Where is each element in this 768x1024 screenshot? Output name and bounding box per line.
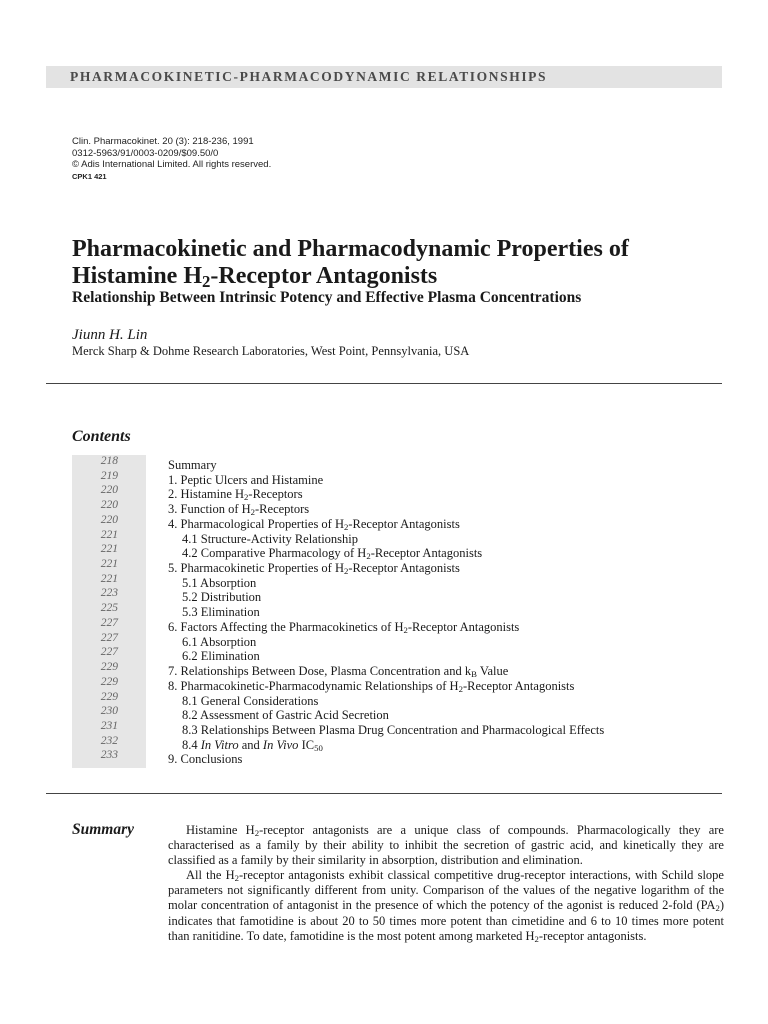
contents-entry: 5.3 Elimination: [182, 605, 260, 620]
running-header: PHARMACOKINETIC-PHARMACODYNAMIC RELATIONSHIPS: [70, 69, 548, 84]
summary-heading: Summary: [72, 821, 135, 838]
contents-entry: 7. Relationships Between Dose, Plasma Concentration and $k_B$ Value: [168, 664, 509, 680]
title-line-1: Pharmacokinetic and Pharmacodynamic Properties of: [72, 236, 629, 262]
contents-entry: 9. Conclusions: [168, 752, 243, 767]
contents-page-number: 229: [100, 690, 118, 703]
contents-page-number: 232: [100, 734, 118, 747]
contents-page-number: 220: [100, 513, 118, 526]
contents-page-number: 231: [100, 719, 118, 732]
divider-bottom: [46, 793, 722, 794]
contents-entry: 4.2 Comparative Pharmacology of $H_2$-Receptor Antagonists: [182, 546, 483, 562]
contents-page-number: 233: [100, 749, 118, 762]
contents-entry: 6.1 Absorption: [182, 634, 257, 649]
contents-entry: 4.1 Structure-Activity Relationship: [182, 531, 359, 546]
citation-journal: Clin. Pharmacokinet. 20 (3): 218-236, 1991: [72, 136, 254, 147]
contents-page-number: 221: [100, 543, 118, 556]
divider-top: [46, 383, 722, 384]
contents-entry: 8.2 Assessment of Gastric Acid Secretion: [182, 708, 389, 723]
contents-page-number: 221: [100, 528, 118, 541]
contents-page-number: 227: [100, 616, 118, 629]
contents-page-number: 227: [100, 631, 118, 644]
contents-entry: 1. Peptic Ulcers and Histamine: [168, 472, 324, 487]
contents-entry: 8.4 In Vitro and In Vivo $IC_{50}$: [182, 737, 323, 753]
running-header-band: [46, 66, 722, 88]
summary-paragraph-1: Histamine $H_2$-receptor antagonists are a unique class of compounds. Pharmacologically they are characterised as a family by their ability to inhibit the secretion of gastric acid, and kinetically they are classified as a family by their similarity in absorption, distribution and elimination.: [168, 823, 724, 868]
author-name: Jiunn H. Lin: [72, 327, 148, 343]
citation-block: [72, 136, 271, 182]
contents-page-number: 227: [100, 646, 118, 659]
contents-entry: 5. Pharmacokinetic Properties of $H_2$-Receptor Antagonists: [168, 561, 460, 577]
contents-entry: 8.1 General Considerations: [182, 693, 319, 708]
contents-entry: 8.3 Relationships Between Plasma Drug Concentration and Pharmacological Effects: [182, 722, 605, 737]
citation-code: CPK1 421: [72, 171, 107, 181]
contents-entry: 8. Pharmacokinetic-Pharmacodynamic Relationships of $H_2$-Receptor Antagonists: [168, 678, 575, 694]
contents-entry: 5.2 Distribution: [182, 590, 262, 605]
title-subscript: 2: [202, 272, 211, 292]
article-title: [72, 236, 712, 290]
contents-entry: 4. Pharmacological Properties of $H_2$-Receptor Antagonists: [168, 516, 460, 533]
citation-issn: 0312-5963/91/0003-0209/$09.50/0: [72, 147, 219, 159]
contents-entry: 6.2 Elimination: [182, 649, 260, 664]
contents-entry: 2. Histamine $H_2$-Receptors: [168, 487, 303, 503]
contents-page-number: 218: [100, 455, 118, 467]
contents-entry: 6. Factors Affecting the Pharmacokinetics of $H_2$-Receptor Antagonists: [168, 619, 520, 636]
author-affiliation: Merck Sharp & Dohme Research Laboratories, West Point, Pennsylvania, USA: [72, 344, 470, 358]
citation-copyright: © Adis International Limited. All rights reserved.: [72, 159, 272, 170]
contents-entry: 3. Function of $H_2$-Receptors: [168, 502, 310, 518]
contents-page-number: 229: [100, 661, 118, 674]
title-line-2-post: -Receptor Antagonists: [210, 263, 438, 289]
contents-page-number: 223: [100, 587, 118, 600]
contents-page-number: 220: [100, 484, 118, 497]
contents-page-number: 229: [100, 675, 118, 688]
summary-paragraph-2: All the $H_2$-receptor antagonists exhibit classical competitive drug-receptor interactions, with Schild slope parameters not significantly different from unity. Comparison of the values of the negative logarithm of the molar concentration of antagonist in the presence of which the potency of the agonist is reduced 2-fold $(PA_2)$ indicates that famotidine is about 20 to 50 times more potent than cimetidine and 6 to 10 times more potent than ranitidine. To date, famotidine is the most potent among marketed $H_2$-receptor antagonists.: [168, 868, 724, 944]
contents-heading: Contents: [72, 428, 131, 445]
contents-page-number: 225: [100, 602, 118, 615]
contents-page-number: 221: [100, 572, 118, 585]
contents-page-number: 230: [100, 705, 118, 718]
summary-body: [168, 823, 724, 944]
contents-entry: Summary: [168, 458, 217, 472]
contents-page-number: 220: [100, 499, 118, 512]
title-line-2-pre: Histamine H: [72, 263, 202, 289]
contents-entry: 5.1 Absorption: [182, 575, 257, 590]
article-subtitle: Relationship Between Intrinsic Potency and Effective Plasma Concentrations: [72, 289, 582, 306]
contents-page-number: 219: [100, 469, 118, 482]
contents-page-number: 221: [100, 558, 118, 571]
contents-page-column: [72, 455, 146, 768]
